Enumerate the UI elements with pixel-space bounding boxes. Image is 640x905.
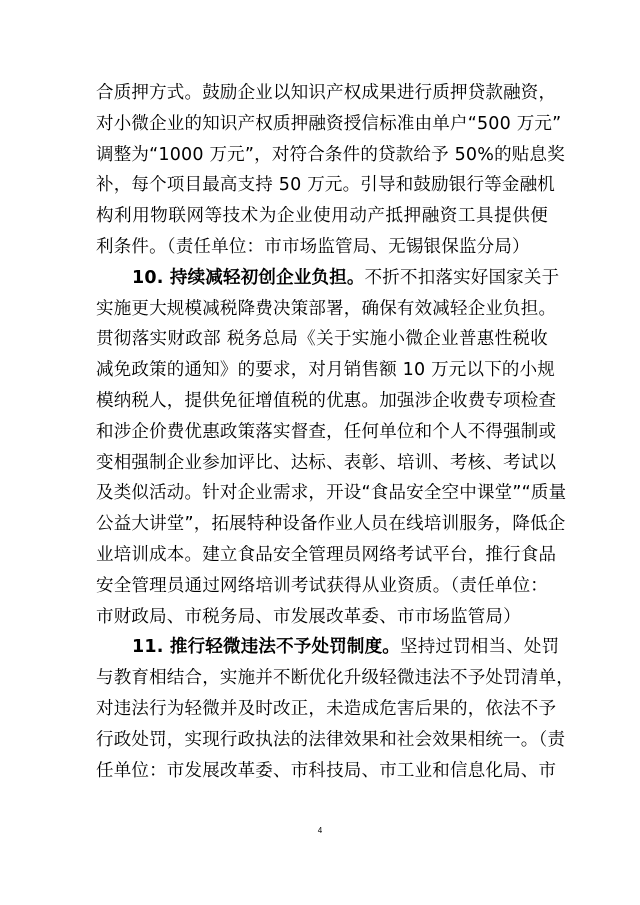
text-line: 构利用物联网等技术为企业使用动产抵押融资工具提供便 xyxy=(96,206,548,227)
text-line xyxy=(96,632,560,663)
text-line: 补，每个项目最高支持 50 万元。引导和鼓励银行等金融机 xyxy=(96,175,555,196)
item-heading: 10. 持续减轻初创企业负担。 xyxy=(132,267,365,288)
text-line: 安全管理员通过网络培训考试获得从业资质。（责任单位： xyxy=(96,575,548,596)
text-segment: 坚持过罚相当、处罚 xyxy=(400,637,560,658)
item-heading: 11. 推行轻微违法不予处罚制度。 xyxy=(132,637,400,658)
text-line: 合质押方式。鼓励企业以知识产权成果进行质押贷款融资， xyxy=(96,83,557,103)
text-line: 公益大讲堂”，拓展特种设备作业人员在线培训服务，降低企 xyxy=(96,514,566,535)
text-line: 调整为“1000 万元”，对符合条件的贷款给予 50%的贴息奖 xyxy=(96,144,565,165)
paragraph-continuation xyxy=(96,78,565,263)
text-line: 市财政局、市税务局、市发展改革委、市市场监管局） xyxy=(96,606,521,627)
text-line: 变相强制企业参加评比、达标、表彰、培训、考核、考试以 xyxy=(96,452,557,473)
document-body xyxy=(96,78,574,786)
text-line: 模纳税人，提供免征增值税的优惠。加强涉企收费专项检查 xyxy=(96,390,557,411)
text-line: 任单位：市发展改革委、市科技局、市工业和信息化局、市 xyxy=(96,760,557,781)
text-line: 减免政策的通知》的要求，对月销售额 10 万元以下的小规 xyxy=(96,360,555,381)
text-segment: 不折不扣落实好国家关于 xyxy=(364,267,560,288)
text-line xyxy=(96,263,560,294)
text-line: 实施更大规模减税降费决策部署，确保有效减轻企业负担。 xyxy=(96,298,557,319)
text-line: 贯彻落实财政部 税务总局《关于实施小微企业普惠性税收 xyxy=(96,329,548,350)
text-line: 与教育相结合，实施并不断优化升级轻微违法不予处罚清单， xyxy=(96,668,574,689)
text-line: 对违法行为轻微并及时改正，未造成危害后果的，依法不予 xyxy=(96,698,557,719)
text-line: 利条件。（责任单位：市市场监管局、无锡银保监分局） xyxy=(96,236,530,257)
text-line: 和涉企价费优惠政策落实督查，任何单位和个人不得强制或 xyxy=(96,421,557,442)
paragraph-item-10 xyxy=(96,263,567,633)
paragraph-item-11 xyxy=(96,632,574,786)
page-number: 4 xyxy=(317,826,323,835)
text-line: 及类似活动。针对企业需求，开设“食品安全空中课堂”“质量 xyxy=(96,483,567,504)
text-line: 业培训成本。建立食品安全管理员网络考试平台，推行食品 xyxy=(96,544,557,565)
text-line: 行政处罚，实现行政执法的法律效果和社会效果相统一。（责 xyxy=(96,729,566,750)
text-line: 对小微企业的知识产权质押融资授信标准由单户“500 万元” xyxy=(96,113,562,134)
